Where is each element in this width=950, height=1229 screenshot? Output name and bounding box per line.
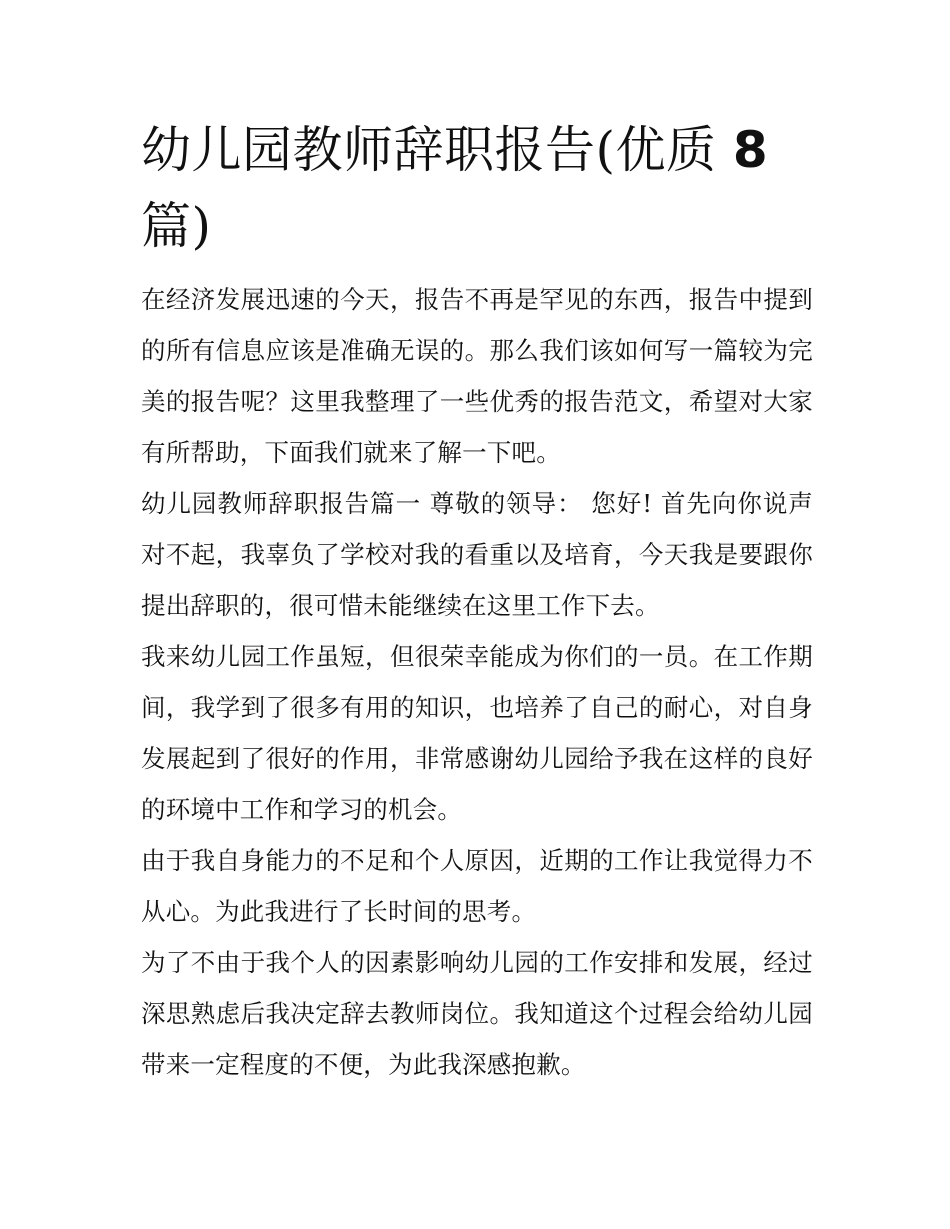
paragraph-reason: 由于我自身能力的不足和个人原因，近期的工作让我觉得力不从心。为此我进行了长时间的思考。 [141,846,813,926]
paragraph-decision: 为了不由于我个人的因素影响幼儿园的工作安排和发展，经过深思熟虑后我决定辞去教师岗位。我知道这个过程会给幼儿园带来一定程度的不便，为此我深感抱歉。 [141,948,813,1079]
title-text-end: 篇) [141,197,212,255]
paragraph-intro: 在经济发展迅速的今天，报告不再是罕见的东西，报告中提到的所有信息应该是准确无误的。那么我们该如何写一篇较为完美的报告呢？这里我整理了一些优秀的报告范文，希望对大家有所帮助，下面我们就来了解一下吧。 [141,285,813,467]
document-page [141,112,813,1090]
title-number: 8 [732,121,769,179]
paragraph-gratitude: 我来幼儿园工作虽短，但很荣幸能成为你们的一员。在工作期间，我学到了很多有用的知识，也培养了自己的耐心，对自身发展起到了很好的作用，非常感谢幼儿园给予我在这样的良好的环境中工作和学习的机会。 [141,642,813,824]
paragraph-opening: 幼儿园教师辞职报告篇一 尊敬的领导： 您好! 首先向你说声对不起，我辜负了学校对我的看重以及培育，今天我是要跟你提出辞职的，很可惜未能继续在这里工作下去。 [141,489,813,620]
document-title [141,112,813,264]
title-text: 幼儿园教师辞职报告(优质 [141,121,733,179]
